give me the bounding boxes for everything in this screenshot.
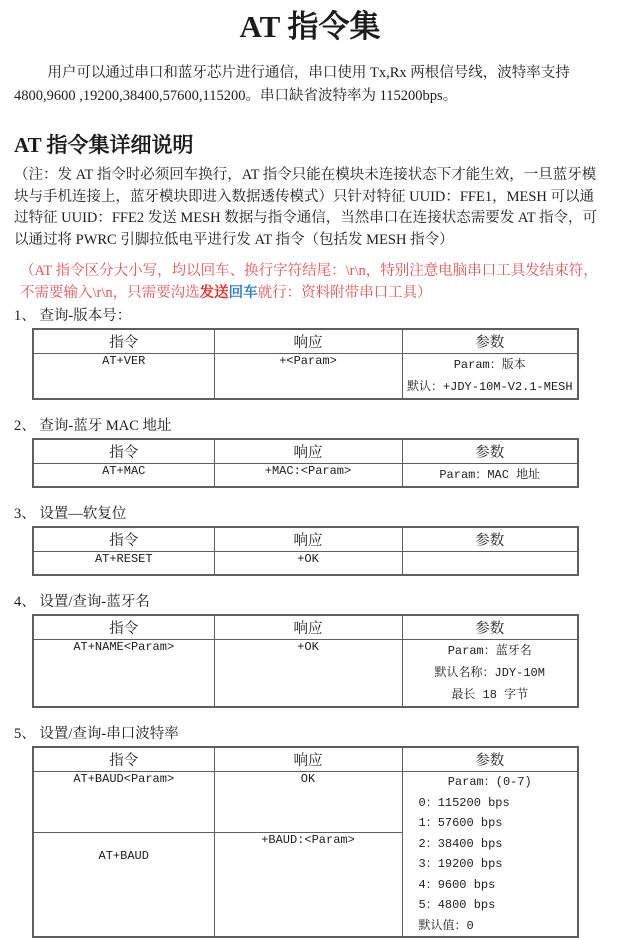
column-header-response: 响应	[214, 527, 402, 552]
column-header-params: 参数	[402, 747, 578, 772]
command-cell: AT+VER	[33, 354, 214, 400]
column-header-command: 指令	[33, 439, 214, 464]
table-header-row	[33, 329, 578, 354]
intro-paragraph: 用户可以通过串口和蓝牙芯片进行通信，串口使用 Tx,Rx 两根信号线，波特率支持 4800,9600 ,19200,38400,57600,115200。串口缺省波特率为 115200bps。	[14, 65, 570, 104]
table-row	[33, 552, 578, 576]
section-heading: AT 指令集详细说明	[14, 133, 194, 157]
table-row	[33, 772, 578, 833]
param-line: 默认：+JDY-10M-V2.1-MESH	[406, 380, 573, 394]
command-table-version	[32, 328, 579, 400]
column-header-params: 参数	[402, 439, 578, 464]
param-line: 3：19200 bps	[418, 857, 503, 871]
command-table-baud	[32, 746, 579, 938]
note-red-emph-send: 发送	[199, 285, 229, 301]
param-line: 默认值：0	[418, 918, 474, 933]
table-header-row	[33, 615, 578, 640]
command-cell: AT+RESET	[33, 552, 214, 576]
command-cell: AT+MAC	[33, 464, 214, 488]
table-header-row	[33, 747, 578, 772]
response-cell: +OK	[214, 640, 402, 708]
section-label-2: 2、 查询-蓝牙 MAC 地址	[14, 418, 172, 434]
param-line: 4：9600 bps	[418, 877, 496, 892]
note-red-part1: （AT 指令区分大小写，均以回车、换行字符结尾：\r\n，特别注意电脑串口工具发结束符，不需要输入\r\n，只需要沟选	[20, 263, 598, 301]
column-header-response: 响应	[214, 329, 402, 354]
column-header-params: 参数	[402, 329, 578, 354]
command-table-name	[32, 614, 579, 708]
param-line: Param：蓝牙名	[447, 644, 532, 658]
param-line: 0：115200 bps	[418, 795, 510, 810]
section-label-3: 3、 设置—软复位	[14, 506, 127, 522]
table-row	[33, 464, 578, 488]
params-cell	[402, 552, 578, 576]
section-label-1: 1、 查询-版本号：	[14, 308, 132, 324]
command-table-reset	[32, 526, 579, 576]
column-header-response: 响应	[214, 439, 402, 464]
response-cell: +<Param>	[214, 354, 402, 400]
command-table-mac	[32, 438, 579, 488]
section-label-5: 5、 设置/查询-串口波特率	[14, 726, 179, 742]
note-red-emph-return: 回车	[228, 285, 258, 301]
table-header-row	[33, 527, 578, 552]
command-cell: AT+BAUD<Param>	[33, 772, 214, 833]
param-line: Param：版本	[453, 358, 526, 372]
column-header-command: 指令	[33, 615, 214, 640]
table-row	[33, 354, 578, 400]
column-header-command: 指令	[33, 329, 214, 354]
table-row	[33, 640, 578, 708]
param-line: 1：57600 bps	[418, 816, 503, 830]
params-cell-merged	[402, 772, 578, 938]
column-header-command: 指令	[33, 747, 214, 772]
column-header-response: 响应	[214, 615, 402, 640]
column-header-response: 响应	[214, 747, 402, 772]
table-header-row	[33, 439, 578, 464]
param-line: Param：(0-7)	[447, 775, 532, 789]
response-cell: +MAC:<Param>	[214, 464, 402, 488]
response-cell: +BAUD:<Param>	[214, 832, 402, 937]
note-black: （注：发 AT 指令时必须回车换行，AT 指令只能在模块未连接状态下才能生效，一旦蓝牙模块与手机连接上，蓝牙模块即进入数据透传模式）只针对特征 UUID：FFE1，MESH 可以通过特征 UUID：FFE2 发送 MESH 数据与指令通信，当然串口在连接状态需要发 AT 指令，可以通过将 PWRC 引脚拉低电平进行发 AT 指令（包括发 MESH 指令）	[14, 167, 597, 248]
command-cell: AT+NAME<Param>	[33, 640, 214, 708]
page-title: AT 指令集	[239, 9, 381, 44]
note-red	[20, 260, 602, 304]
params-cell	[402, 354, 578, 400]
param-line: Param：MAC 地址	[439, 468, 541, 482]
params-cell	[402, 640, 578, 708]
param-line: 2：38400 bps	[418, 836, 503, 851]
column-header-command: 指令	[33, 527, 214, 552]
param-line: 5：4800 bps	[418, 898, 496, 912]
params-cell	[402, 464, 578, 488]
note-red-part2: 就行：资料附带串口工具）	[257, 285, 432, 301]
column-header-params: 参数	[402, 615, 578, 640]
param-line: 最长 18 字节	[451, 688, 529, 702]
response-cell: +OK	[214, 552, 402, 576]
param-line: 默认名称：JDY-10M	[434, 666, 545, 680]
command-cell: AT+BAUD	[33, 832, 214, 937]
column-header-params: 参数	[402, 527, 578, 552]
section-label-4: 4、 设置/查询-蓝牙名	[14, 594, 150, 610]
response-cell: OK	[214, 772, 402, 833]
